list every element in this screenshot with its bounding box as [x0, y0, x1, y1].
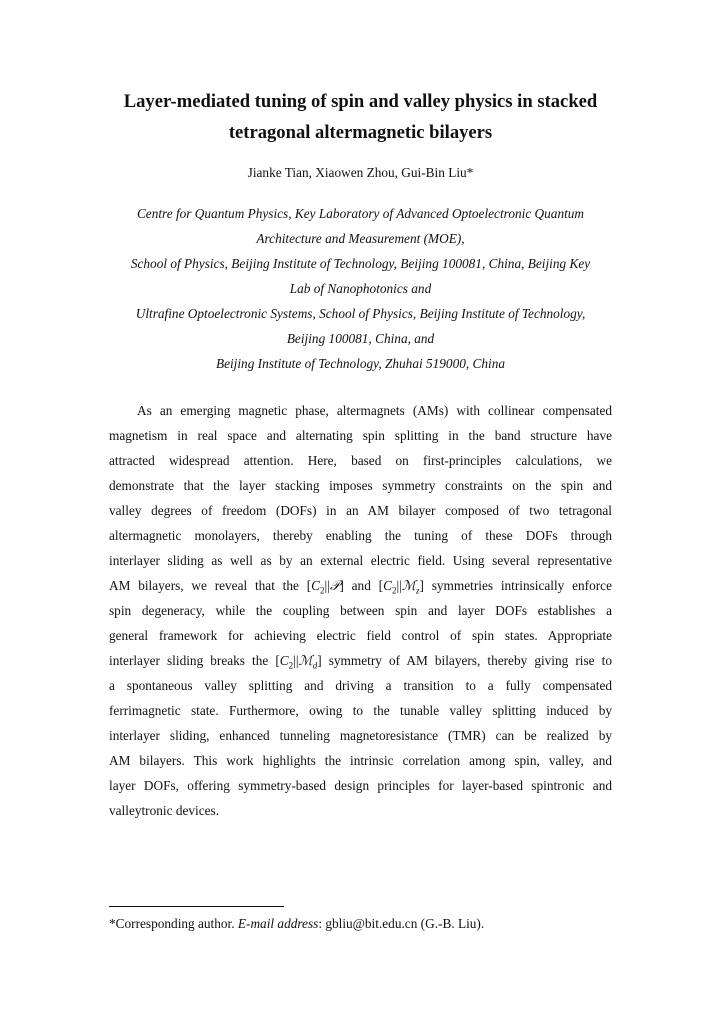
- abstract-line: layer DOFs, offering symmetry-based design principles for layer-based spintronic and: [109, 778, 612, 793]
- math-subscript: 2: [391, 585, 397, 596]
- affiliation-line: Centre for Quantum Physics, Key Laboratory of Advanced Optoelectronic Quantum: [136, 206, 585, 221]
- footnote-text: *Corresponding author.: [109, 916, 238, 931]
- abstract-line: As an emerging magnetic phase, altermagnets (AMs) with collinear compensated: [137, 403, 612, 418]
- abstract-line-symmetry: [109, 648, 612, 673]
- title-line-1: Layer-mediated tuning of spin and valley physics in stacked: [123, 91, 598, 112]
- affiliation-line: School of Physics, Beijing Institute of Technology, Beijing 100081, China, Beijing Key: [130, 256, 591, 271]
- abstract-line: interlayer sliding as well as by an external electric field. Using several representative: [109, 553, 612, 568]
- footnote-email: : gbliu@bit.edu.cn (G.-B. Liu).: [318, 916, 485, 931]
- math-subscript: z: [416, 585, 420, 596]
- author-list: Jianke Tian, Xiaowen Zhou, Gui-Bin Liu*: [247, 165, 474, 180]
- math-symbol: ℳ: [298, 653, 313, 668]
- math-symbol: C: [383, 578, 392, 593]
- title-line-2: tetragonal altermagnetic bilayers: [228, 122, 493, 143]
- abstract-line-symmetry: [109, 573, 612, 598]
- abstract-line: a spontaneous valley splitting and driving a transition to a fully compensated: [109, 678, 612, 693]
- affiliation-line: Ultrafine Optoelectronic Systems, School of Physics, Beijing Institute of Technology,: [135, 306, 586, 321]
- text-span: ] symmetry of AM bilayers, thereby giving rise to: [317, 653, 612, 668]
- abstract-line: valleytronic devices.: [109, 803, 220, 818]
- math-symbol: ||: [324, 578, 330, 593]
- text-span: ] and [: [339, 578, 384, 593]
- footnote-separator: [109, 906, 284, 907]
- abstract: [109, 398, 612, 823]
- abstract-line: altermagnetic monolayers, thereby enabling the tuning of these DOFs through: [109, 528, 612, 543]
- abstract-line: general framework for achieving electric field control of spin states. Appropriate: [109, 628, 612, 643]
- abstract-line: ferrimagnetic state. Furthermore, owing to the tunable valley splitting induced by: [109, 703, 612, 718]
- math-subscript: d: [312, 660, 318, 671]
- math-symbol: C: [279, 653, 289, 668]
- paper-title: [90, 86, 631, 148]
- text-span: ] symmetries intrinsically enforce: [419, 578, 612, 593]
- footnote: [109, 915, 612, 933]
- math-symbol: ||: [293, 653, 299, 668]
- affiliation-line: Beijing Institute of Technology, Zhuhai 519000, China: [215, 356, 506, 371]
- abstract-line: spin degeneracy, while the coupling between spin and layer DOFs establishes a: [109, 603, 612, 618]
- affiliations: [100, 201, 621, 376]
- abstract-line: demonstrate that the layer stacking imposes symmetry constraints on the spin and: [109, 478, 612, 493]
- text-span: AM bilayers, we reveal that the [: [109, 578, 312, 593]
- affiliation-line: Architecture and Measurement (MOE),: [256, 231, 465, 246]
- text-span: interlayer sliding breaks the [: [109, 653, 280, 668]
- math-symbol: C: [311, 578, 321, 593]
- math-subscript: 2: [288, 660, 294, 671]
- footnote-emphasis: E-mail address: [237, 916, 319, 931]
- math-symbol: 𝒫: [329, 578, 340, 593]
- abstract-line: valley degrees of freedom (DOFs) in an AM bilayer composed of two tetragonal: [109, 503, 612, 518]
- abstract-line: attracted widespread attention. Here, based on first-principles calculations, we: [109, 453, 612, 468]
- abstract-line: AM bilayers. This work highlights the intrinsic correlation among spin, valley, and: [109, 753, 612, 768]
- math-subscript: 2: [320, 585, 325, 596]
- math-symbol: ||: [396, 578, 402, 593]
- abstract-line: interlayer sliding, enhanced tunneling magnetoresistance (TMR) can be realized by: [109, 728, 612, 743]
- math-symbol: ℳ: [401, 578, 416, 593]
- affiliation-line: Lab of Nanophotonics and: [289, 281, 432, 296]
- abstract-line: magnetism in real space and alternating spin splitting in the band structure have: [109, 428, 612, 443]
- affiliation-line: Beijing 100081, China, and: [286, 331, 435, 346]
